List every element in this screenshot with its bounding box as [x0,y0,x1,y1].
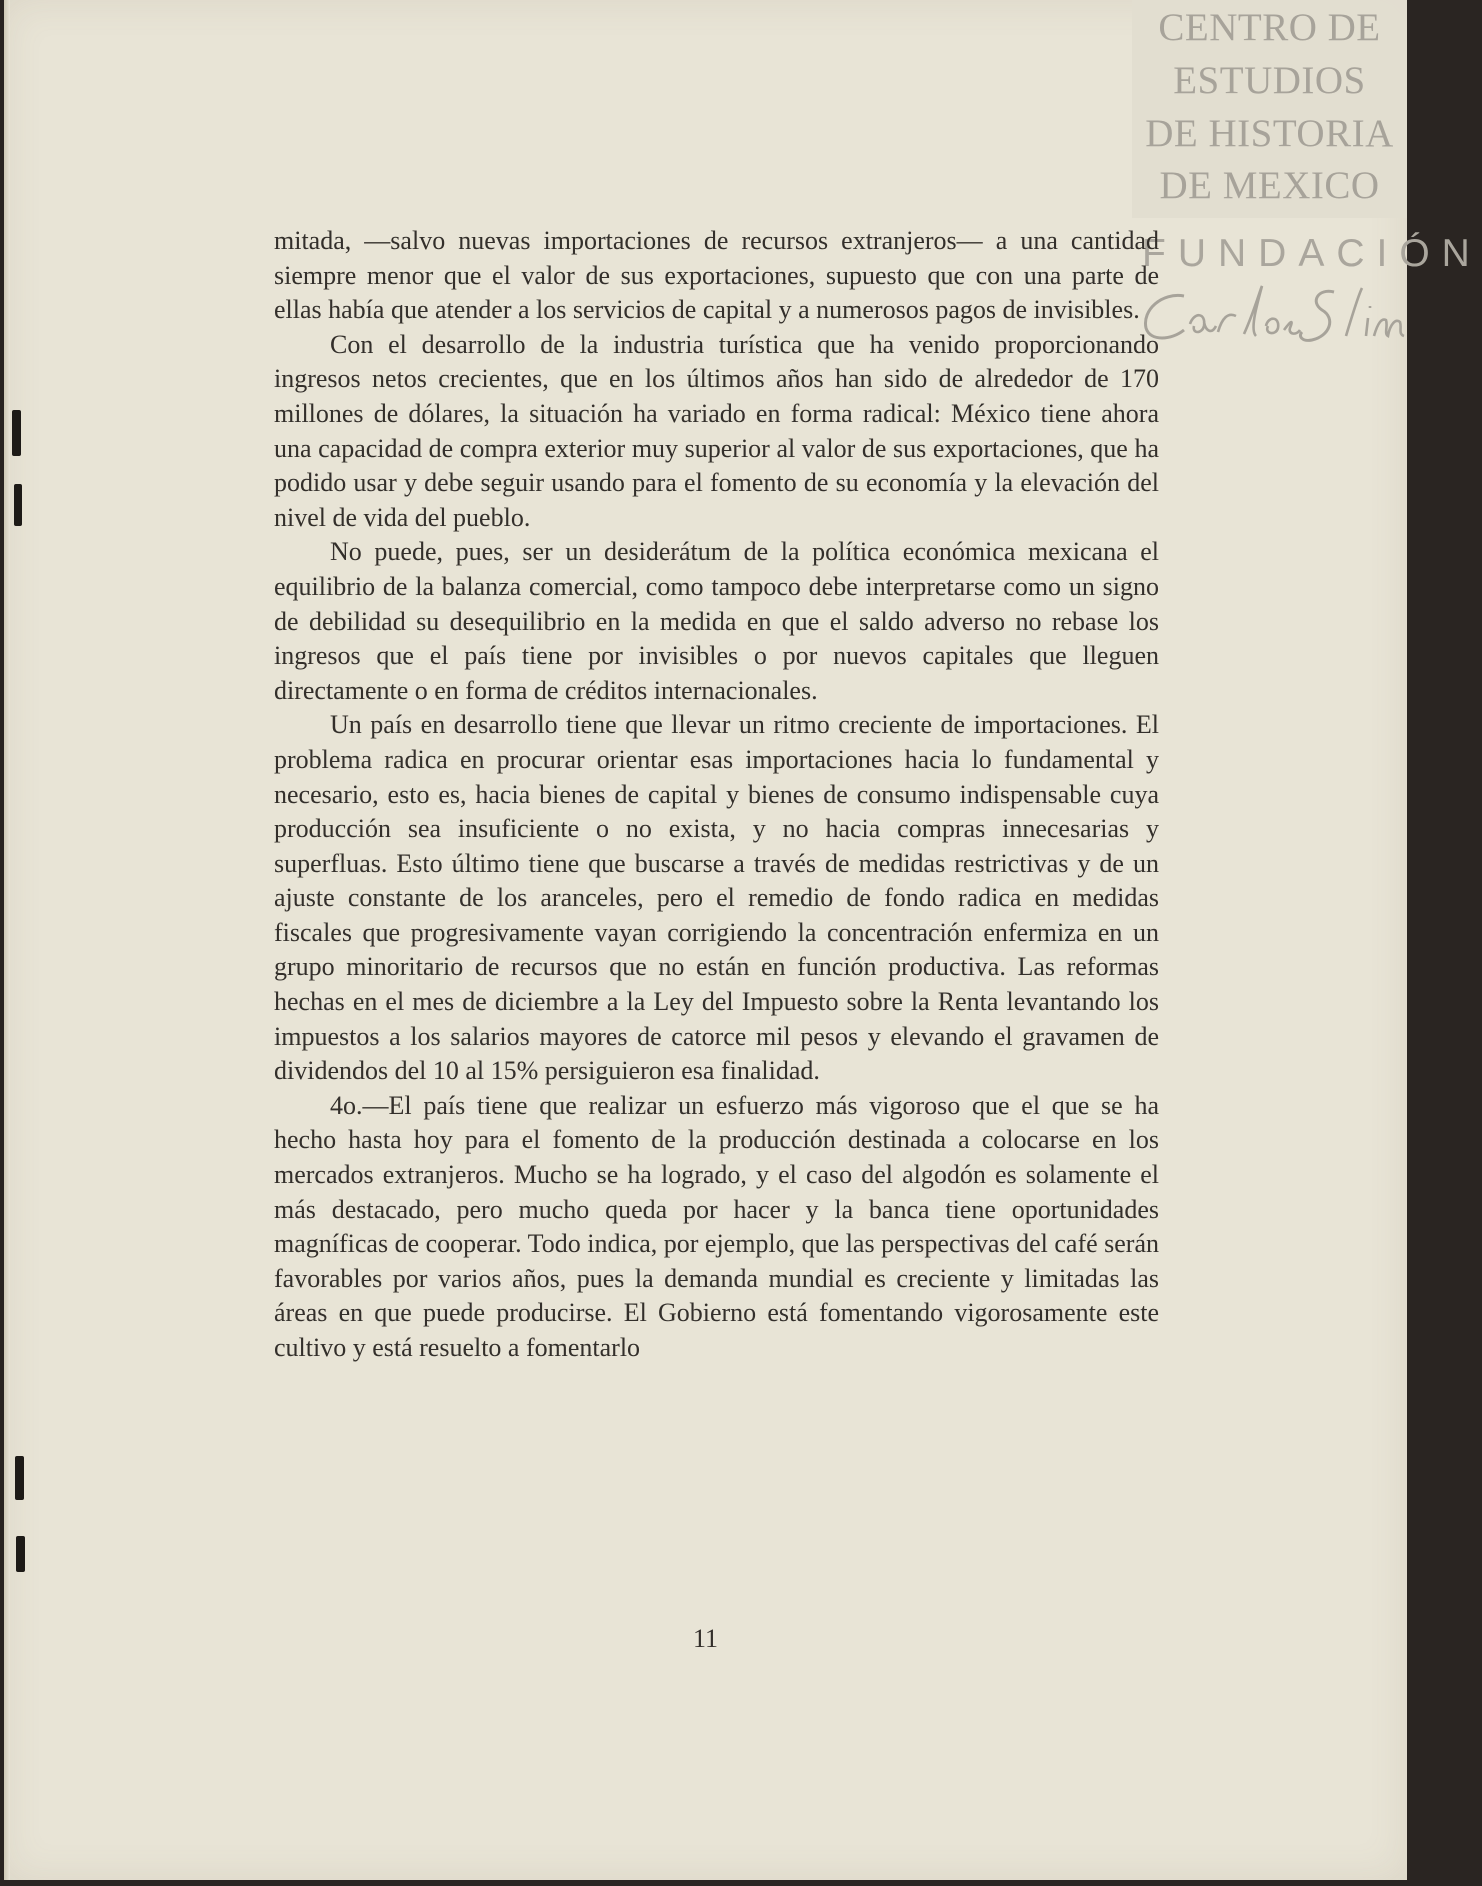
watermark-line: CENTRO DE [1158,6,1381,49]
paragraph: No puede, pues, ser un desiderátum de la política económica mexicana el equilibrio de la balanza comercial, como tampoco debe interpretarse como un signo de debilidad su desequilibrio en la medida en que el saldo adverso no rebase los ingresos que el país tiene por invisibles o por nuevos capitales que lleguen directamente o en forma de créditos internacionales. [274,537,1159,705]
paragraph: mitada, —salvo nuevas importaciones de recursos extranjeros— a una cantidad siempre menor que el valor de sus exportaciones, supuesto que con una parte de ellas había que atender a los servicios de capital y a numerosos pagos de invisibles. [274,226,1159,325]
watermark-line: ESTUDIOS [1173,59,1366,102]
paragraph: Un país en desarrollo tiene que llevar un ritmo creciente de importaciones. El problema radica en procurar orientar esas importaciones hacia lo fundamental y necesario, esto es, hacia bienes de capital y bienes de consumo indispensable cuya producción sea insuficiente o no exista, y no hacia compras innecesarias y superfluas. Esto último tiene que buscarse a través de medidas restrictivas y de un ajuste constante de los aranceles, pero el remedio de fondo radica en medidas fiscales que progresivamente vayan corrigiendo la concentración enfermiza en un grupo minoritario de recursos que no están en función productiva. Las reformas hechas en el mes de diciembre a la Ley del Impuesto sobre la Renta levantando los impuestos a los salarios mayores de catorce mil pesos y elevando el gravamen de dividendos del 10 al 15% persiguieron esa finalidad. [274,710,1159,1086]
page-number: 11 [692,1624,719,1653]
body-text [274,224,1159,1366]
paragraph: Con el desarrollo de la industria turística que ha venido proporcionando ingresos netos crecientes, que en los últimos años han sido de alrededor de 170 millones de dólares, la situación ha variado en forma radical: México tiene ahora una capacidad de compra exterior muy superior al valor de sus exportaciones, que ha podido usar y debe seguir usando para el fomento de su economía y la elevación del nivel de vida del pueblo. [274,329,1159,532]
paragraph: 4o.—El país tiene que realizar un esfuerzo más vigoroso que el que se ha hecho hasta hoy para el fomento de la producción destinada a colocarse en los mercados extranjeros. Mucho se ha logrado, y el caso del algodón es solamente el más destacado, pero mucho queda por hacer y la banca tiene oportunidades magníficas de cooperar. Todo indica, por ejemplo, que las perspectivas del café serán favorables por varios años, pues la demanda mundial es creciente y limitadas las áreas en que puede producirse. El Gobierno está fomentando vigorosamente este cultivo y está resuelto a fomentarlo [274,1090,1159,1362]
binding-mark [16,1536,25,1572]
archive-watermark [1132,0,1482,348]
signature-logo [1132,282,1407,352]
watermark-line: DE HISTORIA [1145,112,1394,155]
watermark-foundation: FUNDACIÓN [1142,232,1482,275]
document-page [4,0,1482,1880]
binding-mark [14,484,22,526]
watermark-line: DE MEXICO [1159,164,1380,207]
binding-mark [12,410,21,456]
binding-mark [15,1456,24,1500]
